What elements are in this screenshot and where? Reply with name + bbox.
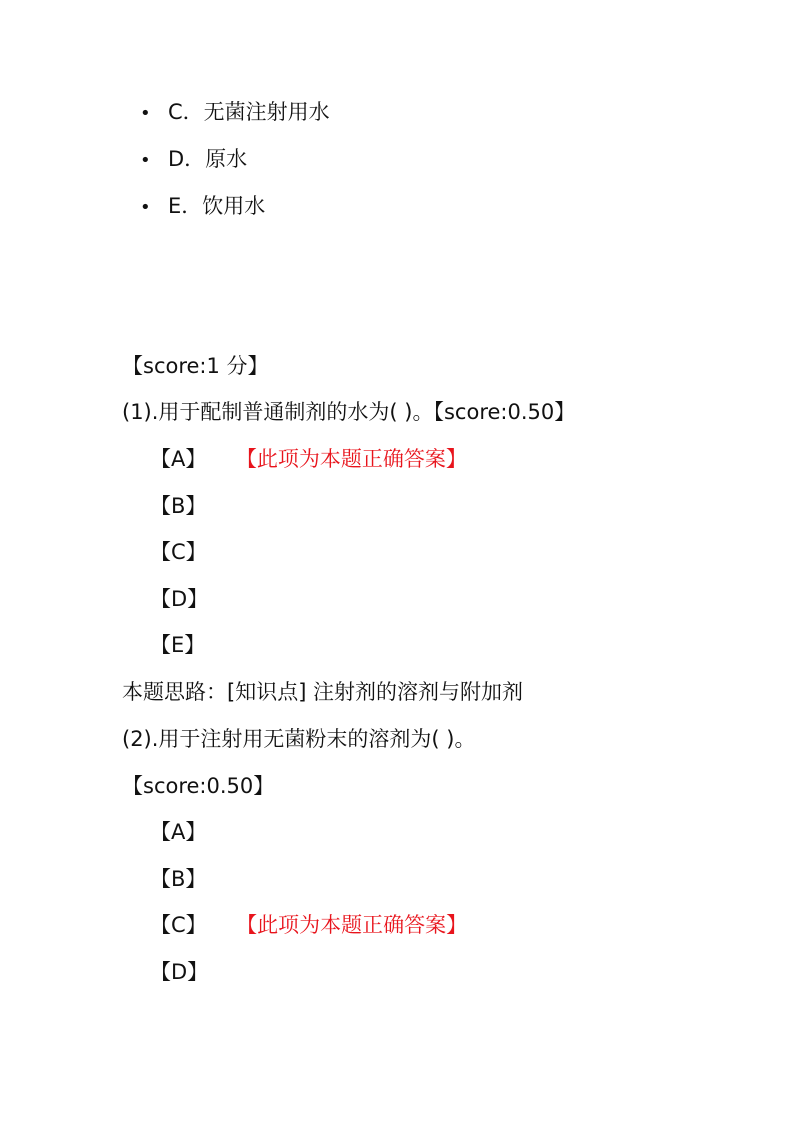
- correct-answer-note: 【此项为本题正确答案】: [246, 447, 467, 471]
- q1-option-a: [150, 449, 467, 470]
- analysis-text: 本题思路：[知识点] 注射剂的溶剂与附加剂: [122, 680, 524, 704]
- option-text: D．原水: [168, 147, 248, 171]
- bullet-dot: •: [140, 150, 151, 171]
- bullet-dot: •: [140, 197, 151, 218]
- q1-option-c: 【C】: [150, 540, 207, 564]
- question-2-score: 【score:0.50】: [122, 774, 275, 798]
- section-score: 【score:1 分】: [122, 354, 269, 378]
- q2-option-d: 【D】: [150, 960, 209, 984]
- option-label: 【A】: [150, 447, 207, 471]
- bullet-dot: •: [140, 103, 151, 124]
- option-text: C．无菌注射用水: [168, 100, 330, 124]
- q2-option-b: 【B】: [150, 867, 207, 891]
- q2-option-a: 【A】: [150, 820, 207, 844]
- bullet-option-e: [140, 196, 265, 217]
- question-1-stem: (1).用于配制普通制剂的水为( )。【score:0.50】: [122, 400, 576, 424]
- q1-option-d: 【D】: [150, 587, 209, 611]
- question-2-stem: (2).用于注射用无菌粉末的溶剂为( )。: [122, 727, 476, 751]
- option-label: 【C】: [150, 913, 207, 937]
- q2-option-c: [150, 915, 467, 936]
- q1-option-e: 【E】: [150, 633, 206, 657]
- option-text: E．饮用水: [168, 194, 266, 218]
- bullet-option-c: [140, 102, 330, 123]
- correct-answer-note: 【此项为本题正确答案】: [246, 913, 468, 937]
- bullet-option-d: [140, 149, 247, 170]
- q1-option-b: 【B】: [150, 494, 207, 518]
